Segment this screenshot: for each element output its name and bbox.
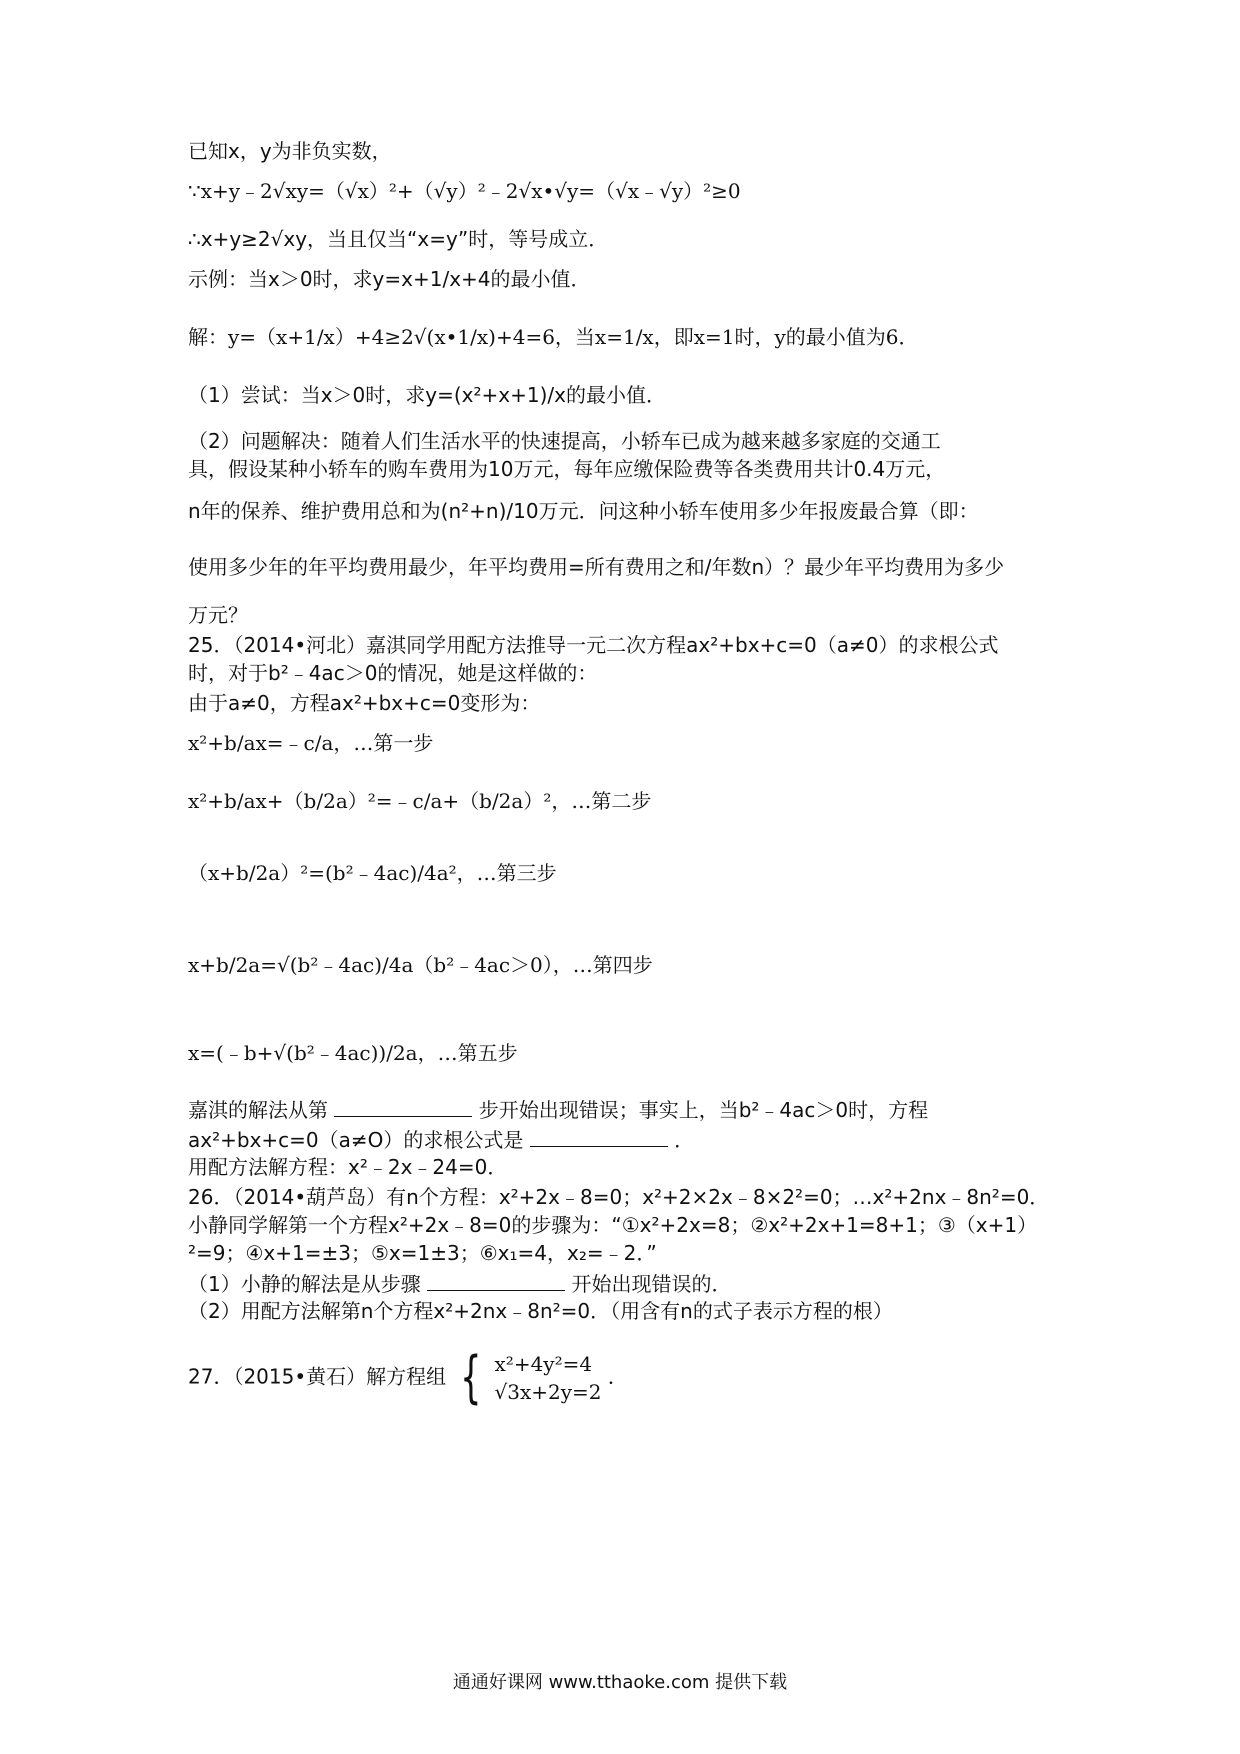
line-14 [188, 692, 540, 715]
line-4-example [188, 268, 591, 291]
line-27 [188, 1300, 893, 1323]
text-line-9: n年的保养、维护费用总和为(n²+n)/10万元．问这种小轿车使用多少年报废最合算（即： [188, 499, 979, 523]
answer-blank-error-step[interactable] [427, 1272, 565, 1291]
answer-blank-formula[interactable] [530, 1128, 668, 1147]
text-step-2: x²+b/ax+（b/2a）²=﹣c/a+（b/2a）²，…第二步 [188, 789, 652, 813]
text-step-1: x²+b/ax=﹣c/a，…第一步 [188, 731, 434, 755]
line-8 [188, 458, 945, 481]
text-line-20b: 步开始出现错误；事实上，当b²﹣4ac＞0时，方程 [478, 1098, 929, 1122]
footer-source: 通通好课网 www.tthaoke.com 提供下载 [452, 1672, 788, 1693]
step-1 [188, 732, 433, 755]
text-line-27: （2）用配方法解第n个方程x²+2nx﹣8n²=0．（用含有n的式子表示方程的根） [188, 1299, 893, 1323]
text-step-4: x+b/2a=√(b²﹣4ac)/4a（b²﹣4ac＞0），…第四步 [188, 953, 653, 977]
text-step-5: x=(﹣b+√(b²﹣4ac))/2a，…第五步 [188, 1041, 518, 1065]
text-step-3: （x+b/2a）²=(b²﹣4ac)/4a²，…第三步 [188, 861, 557, 885]
text-line-12: 25．（2014•河北）嘉淇同学用配方法推导一元二次方程ax²+bx+c=0（a≠0）的求根公式 [188, 633, 999, 657]
text-line-21a: ax²+bx+c=0（a≠O）的求根公式是 [188, 1128, 524, 1152]
line-9 [188, 500, 979, 523]
line-6-try [188, 384, 666, 407]
text-line-13: 时，对于b²﹣4ac＞0的情况，她是这样做的： [188, 661, 598, 685]
text-line-26b: 开始出现错误的． [571, 1272, 732, 1296]
line-26 [188, 1272, 731, 1296]
step-4 [188, 954, 653, 977]
equation-system [495, 1350, 602, 1406]
line-25 [188, 1242, 657, 1265]
text-line-25: ²=9；④x+1=±3；⑤x=1±3；⑥x₁=4，x₂=﹣2．” [188, 1241, 657, 1265]
line-21 [188, 1128, 694, 1152]
equation-1: x²+4y²=4 [494, 1352, 593, 1376]
text-line-24: 小静同学解第一个方程x²+2x﹣8=0的步骤为：“①x²+2x=8；②x²+2x+1=8+1；③（x+1） [188, 1213, 1038, 1237]
text-line-5: 解：y=（x+1/x）+4≥2√(x•1/x)+4=6，当x=1/x，即x=1时，y的最小值为6． [188, 325, 919, 349]
step-3 [188, 862, 557, 885]
text-line-14: 由于a≠0，方程ax²+bx+c=0变形为： [188, 691, 541, 715]
line-20 [188, 1098, 928, 1122]
text-line-2: ∵x+y﹣2√xy=（√x）²+（√y）²﹣2√x•√y=（√x﹣√y）²≥0 [188, 179, 741, 203]
text-line-1: 已知x，y为非负实数， [188, 139, 392, 163]
line-13 [188, 662, 597, 685]
line-2-identity [188, 180, 741, 203]
text-line-4: 示例：当x＞0时，求y=x+1/x+4的最小值． [188, 267, 591, 291]
text-line-7: （2）问题解决：随着人们生活水平的快速提高，小轿车已成为越来越多家庭的交通工 [188, 429, 941, 453]
text-line-11: 万元？ [188, 603, 248, 627]
text-line-23: 26．（2014•葫芦岛）有n个方程：x²+2x﹣8=0；x²+2×2x﹣8×2²=0；…x²+2nx﹣8n²=0． [188, 1185, 1050, 1209]
line-22 [188, 1156, 507, 1179]
line-1 [188, 140, 392, 163]
line-24 [188, 1214, 1037, 1237]
step-2 [188, 790, 651, 813]
text-line-21b: ． [674, 1128, 695, 1152]
question-27 [188, 1344, 628, 1410]
line-11 [188, 604, 248, 627]
text-line-26a: （1）小静的解法是从步骤 [188, 1272, 421, 1296]
question-26-heading [188, 1186, 1049, 1209]
text-line-6: （1）尝试：当x＞0时，求y=(x²+x+1)/x的最小值． [188, 383, 666, 407]
answer-blank-step[interactable] [334, 1098, 472, 1117]
line-5-solution [188, 326, 919, 349]
document-page [188, 0, 1068, 1754]
brace-symbol: { [459, 1344, 482, 1410]
equation-2: √3x+2y=2 [494, 1380, 602, 1404]
text-line-28a: 27．（2015•黄石）解方程组 [188, 1364, 447, 1389]
step-5 [188, 1042, 518, 1065]
text-line-22: 用配方法解方程：x²﹣2x﹣24=0． [188, 1155, 508, 1179]
text-line-10: 使用多少年的年平均费用最少，年平均费用=所有费用之和/年数n）？最少年平均费用为多少 [188, 555, 1005, 579]
line-3 [188, 228, 608, 251]
line-10 [188, 556, 1004, 579]
text-line-28b: ． [607, 1364, 628, 1389]
line-7 [188, 430, 941, 453]
question-25-heading [188, 634, 999, 657]
text-line-20a: 嘉淇的解法从第 [188, 1098, 328, 1122]
text-line-8: 具，假设某种小轿车的购车费用为10万元，每年应缴保险费等各类费用共计0.4万元， [188, 457, 946, 481]
text-line-3: ∴x+y≥2√xy，当且仅当“x=y”时，等号成立． [188, 227, 609, 251]
